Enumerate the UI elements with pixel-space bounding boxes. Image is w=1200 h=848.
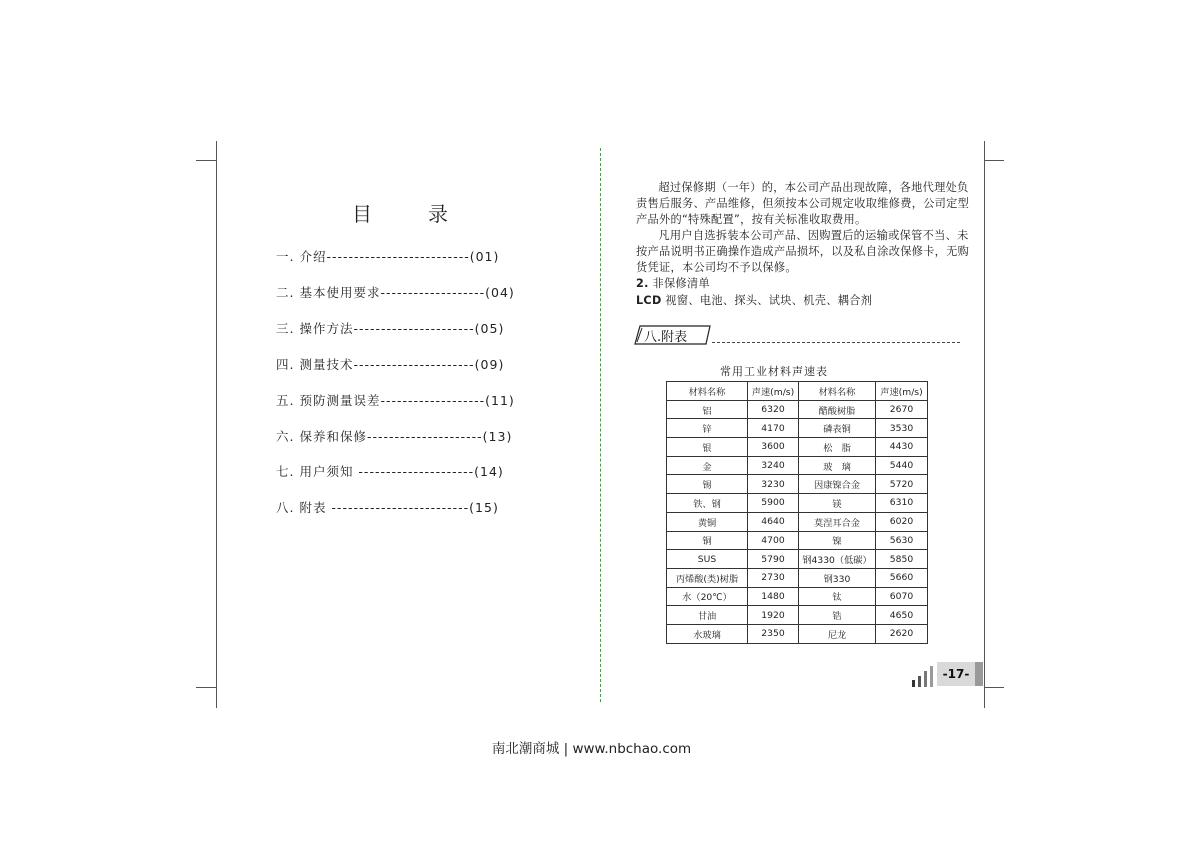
toc-item: 八. 附表 -------------------------(15) <box>276 500 499 515</box>
page-fold-line <box>600 148 601 702</box>
cell: 玻 璃 <box>799 456 876 475</box>
cell: 磷表铜 <box>799 419 876 438</box>
cell: 黄铜 <box>667 512 748 531</box>
cell: 4650 <box>876 606 928 625</box>
section-divider <box>712 342 960 343</box>
column-header: 材料名称 <box>667 382 748 401</box>
cell: 5790 <box>748 550 799 569</box>
cell: 银 <box>667 438 748 457</box>
cell: 4700 <box>748 531 799 550</box>
cell: 1920 <box>748 606 799 625</box>
table-row <box>667 512 928 531</box>
toc-title <box>352 198 448 227</box>
table-row <box>667 400 928 419</box>
cell: 4170 <box>748 419 799 438</box>
cell: 4430 <box>876 438 928 457</box>
crop-mark <box>196 160 216 161</box>
lcd-label: LCD <box>636 294 662 307</box>
cell: 水（20℃） <box>667 587 748 606</box>
cell: 钛 <box>799 587 876 606</box>
cell: 铁、钢 <box>667 494 748 513</box>
cell: 3240 <box>748 456 799 475</box>
cell: 钢4330（低碳） <box>799 550 876 569</box>
toc-item: 一. 介绍--------------------------(01) <box>276 249 500 264</box>
cell: 5440 <box>876 456 928 475</box>
cell: 6020 <box>876 512 928 531</box>
table-header-row <box>667 382 928 401</box>
cell: 醋酸树脂 <box>799 400 876 419</box>
non-warranty-heading <box>636 276 971 292</box>
table-row <box>667 531 928 550</box>
section-header <box>634 325 714 349</box>
cell: 2350 <box>748 624 799 643</box>
cell: 2670 <box>876 400 928 419</box>
toc-title-char: 目 <box>352 202 372 226</box>
cell: 6070 <box>876 587 928 606</box>
crop-mark <box>196 687 216 688</box>
cell: 5720 <box>876 475 928 494</box>
cell: 5900 <box>748 494 799 513</box>
cell: 锌 <box>667 419 748 438</box>
toc-item: 四. 测量技术----------------------(09) <box>276 357 505 372</box>
page-number: -17- <box>937 662 975 686</box>
cell: 2730 <box>748 568 799 587</box>
non-warranty-list <box>636 293 971 309</box>
table-row <box>667 568 928 587</box>
toc-item: 二. 基本使用要求-------------------(04) <box>276 285 515 300</box>
cell: 3230 <box>748 475 799 494</box>
crop-mark <box>984 160 1004 161</box>
cell: 镍 <box>799 531 876 550</box>
table-row <box>667 475 928 494</box>
table-row <box>667 587 928 606</box>
cell: 水玻璃 <box>667 624 748 643</box>
crop-mark <box>984 141 985 708</box>
cell: 铜 <box>667 531 748 550</box>
heading-number: 2. <box>636 277 649 290</box>
toc-item: 六. 保养和保修---------------------(13) <box>276 429 513 444</box>
cell: 6310 <box>876 494 928 513</box>
cell: 金 <box>667 456 748 475</box>
table-row <box>667 456 928 475</box>
heading-text: 非保修清单 <box>652 277 710 290</box>
cell: 6320 <box>748 400 799 419</box>
table-caption: 常用工业材料声速表 <box>720 365 828 378</box>
cell: 铝 <box>667 400 748 419</box>
toc-item: 五. 预防测量误差-------------------(11) <box>276 393 515 408</box>
page-number-tab <box>975 662 983 686</box>
crop-mark <box>216 141 217 708</box>
cell: 4640 <box>748 512 799 531</box>
warranty-text <box>636 180 971 309</box>
cell: 钢330 <box>799 568 876 587</box>
table-row <box>667 624 928 643</box>
table-row <box>667 606 928 625</box>
cell: 镁 <box>799 494 876 513</box>
toc-title-char: 录 <box>428 202 448 226</box>
cell: 1480 <box>748 587 799 606</box>
cell: 5850 <box>876 550 928 569</box>
column-header: 声速(m/s) <box>748 382 799 401</box>
cell: 5660 <box>876 568 928 587</box>
cell: 甘油 <box>667 606 748 625</box>
cell: 5630 <box>876 531 928 550</box>
cell: 3600 <box>748 438 799 457</box>
sound-speed-table <box>666 381 928 644</box>
cell: 因康镍合金 <box>799 475 876 494</box>
column-header: 声速(m/s) <box>876 382 928 401</box>
section-title: 八.附表 <box>644 330 688 345</box>
column-header: 材料名称 <box>799 382 876 401</box>
table-row <box>667 550 928 569</box>
warranty-paragraph: 超过保修期（一年）的，本公司产品出现故障，各地代理处负责售后服务、产品维修，但须按本公司规定收取维修费，公司定型产品外的“特殊配置”，按有关标准收取费用。 <box>636 181 970 226</box>
table-row <box>667 438 928 457</box>
table-row <box>667 494 928 513</box>
cell: SUS <box>667 550 748 569</box>
table-row <box>667 419 928 438</box>
cell: 3530 <box>876 419 928 438</box>
cell: 锆 <box>799 606 876 625</box>
page-stripes-icon <box>910 662 937 687</box>
cell: 锡 <box>667 475 748 494</box>
toc-item: 七. 用户须知 ---------------------(14) <box>276 464 504 479</box>
footer-watermark: 南北潮商城 | www.nbchao.com <box>491 741 692 757</box>
cell: 丙烯酸(类)树脂 <box>667 568 748 587</box>
cell: 莫涅耳合金 <box>799 512 876 531</box>
non-warranty-items: 视窗、电池、探头、试块、机壳、耦合剂 <box>665 294 873 307</box>
warranty-paragraph: 凡用户自选拆装本公司产品、因购置后的运输或保管不当、未按产品说明书正确操作造成产品损坏，以及私自涂改保修卡，无购货凭证，本公司均不予以保修。 <box>636 229 970 274</box>
toc-item: 三. 操作方法----------------------(05) <box>276 321 505 336</box>
cell: 2620 <box>876 624 928 643</box>
cell: 松 脂 <box>799 438 876 457</box>
crop-mark <box>984 687 1004 688</box>
cell: 尼龙 <box>799 624 876 643</box>
